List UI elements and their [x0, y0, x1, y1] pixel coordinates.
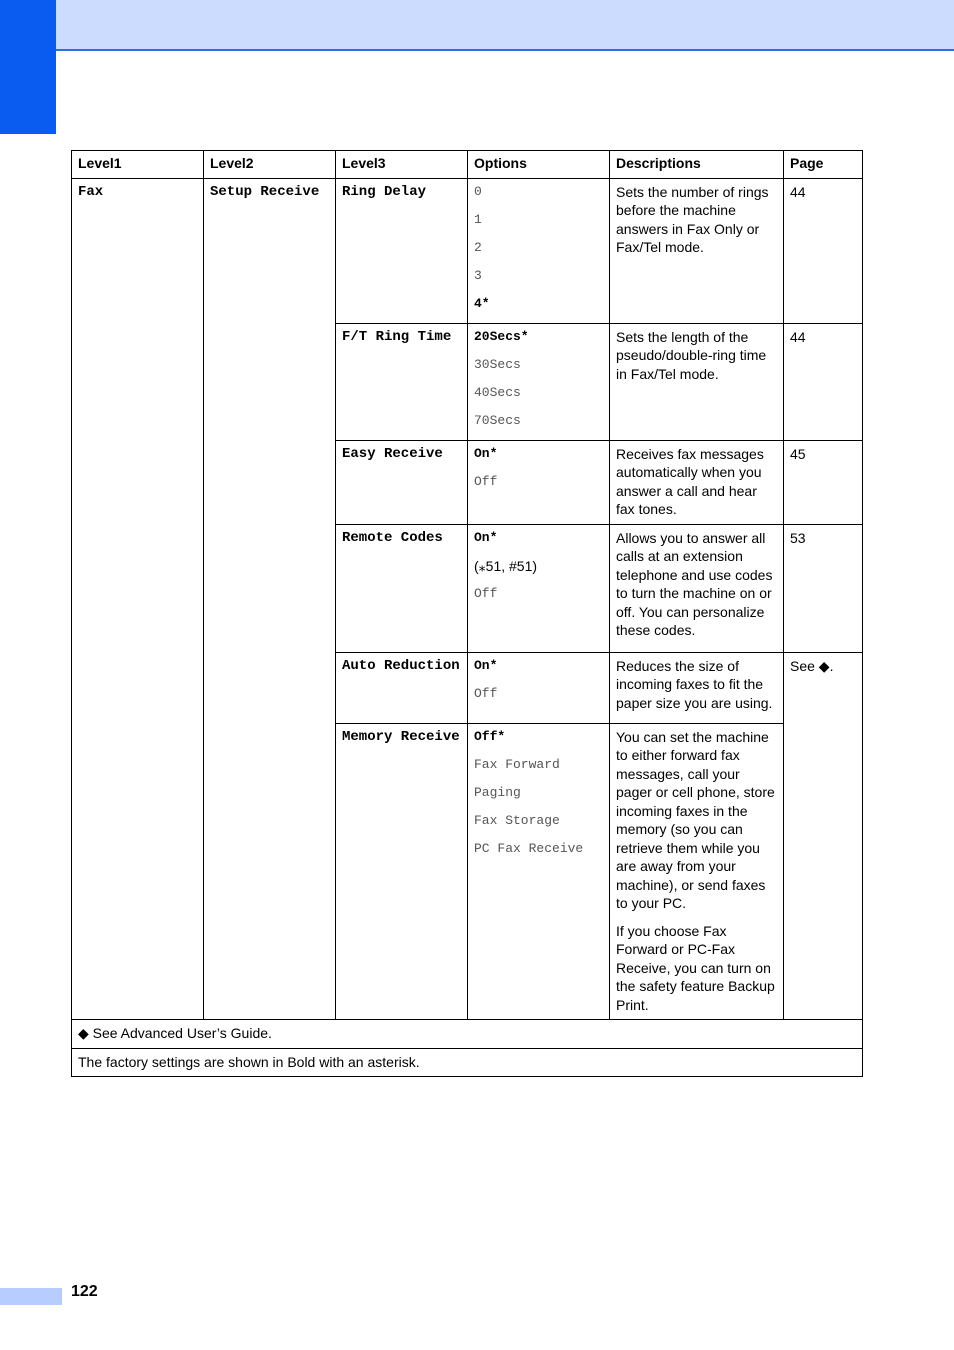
option-value: Off — [474, 473, 498, 489]
options-cell — [468, 723, 610, 1020]
level3-cell: Remote Codes — [336, 524, 468, 652]
footnote-text: ◆ See Advanced User’s Guide. — [72, 1020, 863, 1049]
header-level1: Level1 — [72, 151, 204, 179]
page-cell: 53 — [784, 524, 863, 652]
option-value: 40Secs — [474, 384, 521, 400]
option-value: Paging — [474, 784, 521, 800]
options-list — [474, 723, 603, 863]
options-list — [474, 524, 603, 608]
options-list — [474, 652, 603, 708]
option-value: On* — [474, 657, 498, 673]
page-cell: 44 — [784, 323, 863, 440]
description-cell — [610, 652, 784, 723]
footnote-text: The factory settings are shown in Bold with an asterisk. — [72, 1048, 863, 1077]
level3-cell: Auto Reduction — [336, 652, 468, 723]
header-level2: Level2 — [204, 151, 336, 179]
header-options: Options — [468, 151, 610, 179]
page-number: 122 — [71, 1283, 98, 1300]
option-value: 30Secs — [474, 356, 521, 372]
page-cell: See ◆. — [784, 652, 863, 1020]
footnote-row — [72, 1020, 863, 1049]
option-value: Off — [474, 585, 498, 601]
description-cell — [610, 440, 784, 524]
description-text: Sets the number of rings before the machine answers in Fax Only or Fax/Tel mode. — [616, 183, 769, 255]
settings-table — [71, 150, 863, 1077]
description-text: If you choose Fax Forward or PC-Fax Receive, you can turn on the safety feature Backup Print. — [616, 922, 775, 1013]
description-cell — [610, 524, 784, 652]
chapter-tab — [0, 0, 56, 134]
description-text: You can set the machine to either forward fax messages, call your pager or cell phone, store incoming faxes in the memory (so you can retrieve them while you are away from your machine), or send faxes to your PC. — [616, 728, 775, 911]
option-value: Fax Storage — [474, 812, 560, 828]
option-value: 1 — [474, 211, 482, 227]
level2-cell: Setup Receive — [204, 178, 336, 1020]
description-cell — [610, 178, 784, 323]
options-list — [474, 323, 603, 435]
level3-cell: F/T Ring Time — [336, 323, 468, 440]
options-cell — [468, 440, 610, 524]
header-descriptions: Descriptions — [610, 151, 784, 179]
option-value: 0 — [474, 183, 482, 199]
level3-cell: Memory Receive — [336, 723, 468, 1020]
option-value: Off — [474, 685, 498, 701]
option-value: Off* — [474, 728, 506, 744]
option-value: 20Secs* — [474, 328, 529, 344]
level3-cell: Easy Receive — [336, 440, 468, 524]
description-text: Allows you to answer all calls at an extension telephone and use codes to turn the machine on or off. You can personalize these codes. — [616, 529, 773, 638]
description-text: Receives fax messages automatically when you answer a call and hear fax tones. — [616, 445, 764, 517]
options-cell — [468, 524, 610, 652]
description-text: Reduces the size of incoming faxes to fit the paper size you are using. — [616, 657, 773, 711]
option-value: 70Secs — [474, 412, 521, 428]
page-cell: 45 — [784, 440, 863, 524]
options-cell — [468, 323, 610, 440]
level1-cell: Fax — [72, 178, 204, 1020]
level3-cell: Ring Delay — [336, 178, 468, 323]
option-value: Fax Forward — [474, 756, 560, 772]
page-cell: 44 — [784, 178, 863, 323]
options-list — [474, 178, 603, 318]
page-number-tab — [0, 1288, 62, 1305]
header-page: Page — [784, 151, 863, 179]
option-value: On* — [474, 529, 498, 545]
footnote-row — [72, 1048, 863, 1077]
option-value: (⁎51, #51) — [474, 557, 538, 574]
description-text: Sets the length of the pseudo/double-ring time in Fax/Tel mode. — [616, 328, 767, 382]
option-value: 4* — [474, 295, 490, 311]
header-row — [72, 151, 863, 179]
option-value: PC Fax Receive — [474, 840, 584, 856]
options-cell — [468, 652, 610, 723]
option-value: On* — [474, 445, 498, 461]
options-cell — [468, 178, 610, 323]
description-cell — [610, 723, 784, 1020]
header-level3: Level3 — [336, 151, 468, 179]
description-cell — [610, 323, 784, 440]
option-value: 3 — [474, 267, 482, 283]
option-value: 2 — [474, 239, 482, 255]
table-row — [72, 178, 863, 323]
options-list — [474, 440, 603, 496]
header-band — [0, 0, 954, 51]
